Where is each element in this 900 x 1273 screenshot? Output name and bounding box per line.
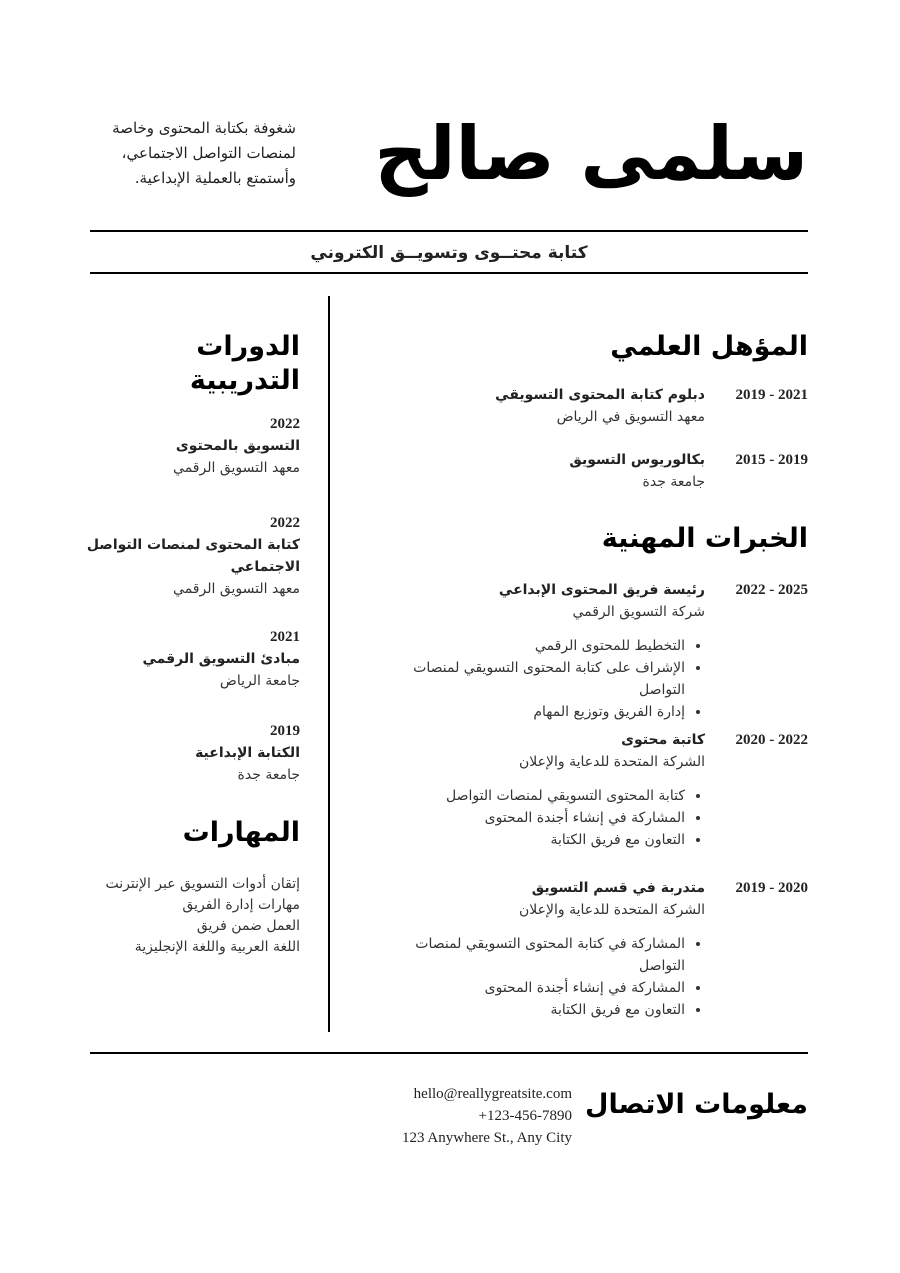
- job-title: كتابة محتــوى وتسويــق الكتروني: [310, 243, 588, 263]
- experience-entry: [368, 579, 808, 720]
- entry-title: بكالوريوس التسويق: [569, 452, 705, 468]
- entry-body: [365, 579, 705, 723]
- education-heading: المؤهل العلمي: [610, 331, 808, 362]
- duties-list: [365, 635, 705, 723]
- course-year: 2021: [270, 629, 300, 645]
- entry-body: [365, 729, 705, 851]
- skill-item: مهارات إدارة الفريق: [182, 897, 300, 913]
- entry-title: كاتبة محتوى: [621, 732, 705, 748]
- list-item: • إدارة الفريق وتوزيع المهام: [365, 701, 685, 723]
- tagline: [86, 116, 296, 191]
- entry-company: الشركة المتحدة للدعاية والإعلان: [519, 754, 705, 770]
- tagline-line: شغوفة بكتابة المحتوى وخاصة: [112, 119, 296, 137]
- skill-item: إتقان أدوات التسويق عبر الإنترنت: [105, 876, 300, 892]
- course-title: التسويق بالمحتوى: [175, 438, 300, 454]
- contact-address: 123 Anywhere St., Any City: [401, 1130, 572, 1146]
- header-divider: [90, 272, 808, 274]
- tagline-line: وأستمتع بالعملية الإبداعية.: [134, 169, 296, 187]
- contact-phone: +123-456-7890: [478, 1108, 572, 1124]
- course-title: كتابة المحتوى لمنصات التواصل الاجتماعي: [86, 537, 300, 575]
- contact-email: hello@reallygreatsite.com: [413, 1086, 572, 1102]
- courses-heading: الدورات التدريبية: [189, 331, 300, 396]
- list-item: • المشاركة في إنشاء أجندة المحتوى: [365, 977, 685, 999]
- column-divider: [328, 296, 330, 1032]
- duties-list: [365, 933, 705, 1021]
- skill-item: اللغة العربية واللغة الإنجليزية: [134, 939, 300, 955]
- entry-body: [365, 384, 705, 428]
- entry-years: 2019 - 2020: [735, 880, 808, 896]
- tagline-line: لمنصات التواصل الاجتماعي،: [121, 144, 296, 162]
- experience-entry: [368, 877, 808, 1018]
- list-item: • التخطيط للمحتوى الرقمي: [365, 635, 685, 657]
- list-item: • المشاركة في إنشاء أجندة المحتوى: [365, 807, 685, 829]
- course-entry: [85, 413, 300, 479]
- course-entry: [85, 720, 300, 786]
- course-title: الكتابة الإبداعية: [195, 745, 300, 761]
- entry-years: 2022 - 2025: [735, 582, 808, 598]
- course-place: معهد التسويق الرقمي: [173, 460, 300, 476]
- duties-list: [365, 785, 705, 851]
- entry-body: [365, 449, 705, 493]
- list-item: • الإشراف على كتابة المحتوى التسويقي لمنصات التواصل: [365, 657, 685, 701]
- course-entry: [85, 512, 300, 600]
- skills-heading: المهارات: [182, 817, 300, 848]
- entry-company: شركة التسويق الرقمي: [572, 604, 705, 620]
- skills-list: [85, 874, 300, 958]
- experience-heading: الخبرات المهنية: [601, 523, 808, 554]
- course-year: 2022: [270, 416, 300, 432]
- entry-place: معهد التسويق في الرياض: [556, 409, 705, 425]
- entry-years: 2020 - 2022: [735, 732, 808, 748]
- entry-years: 2015 - 2019: [735, 452, 808, 468]
- course-entry: [85, 626, 300, 692]
- course-place: جامعة جدة: [237, 767, 300, 783]
- skill-item: العمل ضمن فريق: [196, 918, 300, 934]
- entry-years: 2019 - 2021: [735, 387, 808, 403]
- entry-company: الشركة المتحدة للدعاية والإعلان: [519, 902, 705, 918]
- entry-title: متدربة في قسم التسويق: [531, 880, 705, 896]
- course-title: مبادئ التسويق الرقمي: [142, 651, 300, 667]
- course-place: جامعة الرياض: [219, 673, 300, 689]
- course-place: معهد التسويق الرقمي: [173, 581, 300, 597]
- list-item: • التعاون مع فريق الكتابة: [365, 829, 685, 851]
- course-year: 2022: [270, 515, 300, 531]
- education-entry: [368, 384, 808, 434]
- entry-place: جامعة جدة: [642, 474, 705, 490]
- list-item: • كتابة المحتوى التسويقي لمنصات التواصل: [365, 785, 685, 807]
- entry-title: دبلوم كتابة المحتوى التسويقي: [495, 387, 705, 403]
- entry-body: [365, 877, 705, 1021]
- course-year: 2019: [270, 723, 300, 739]
- list-item: • التعاون مع فريق الكتابة: [365, 999, 685, 1021]
- entry-title: رئيسة فريق المحتوى الإبداعي: [498, 582, 705, 598]
- contact-details: [360, 1083, 572, 1149]
- footer-divider: [90, 1052, 808, 1054]
- contact-heading: معلومات الاتصال: [585, 1089, 808, 1120]
- experience-entry: [368, 729, 808, 859]
- education-entry: [368, 449, 808, 499]
- top-divider: [90, 230, 808, 232]
- list-item: • المشاركة في كتابة المحتوى التسويقي لمنصات التواصل: [365, 933, 685, 977]
- candidate-name: سلمى صالح: [374, 111, 808, 197]
